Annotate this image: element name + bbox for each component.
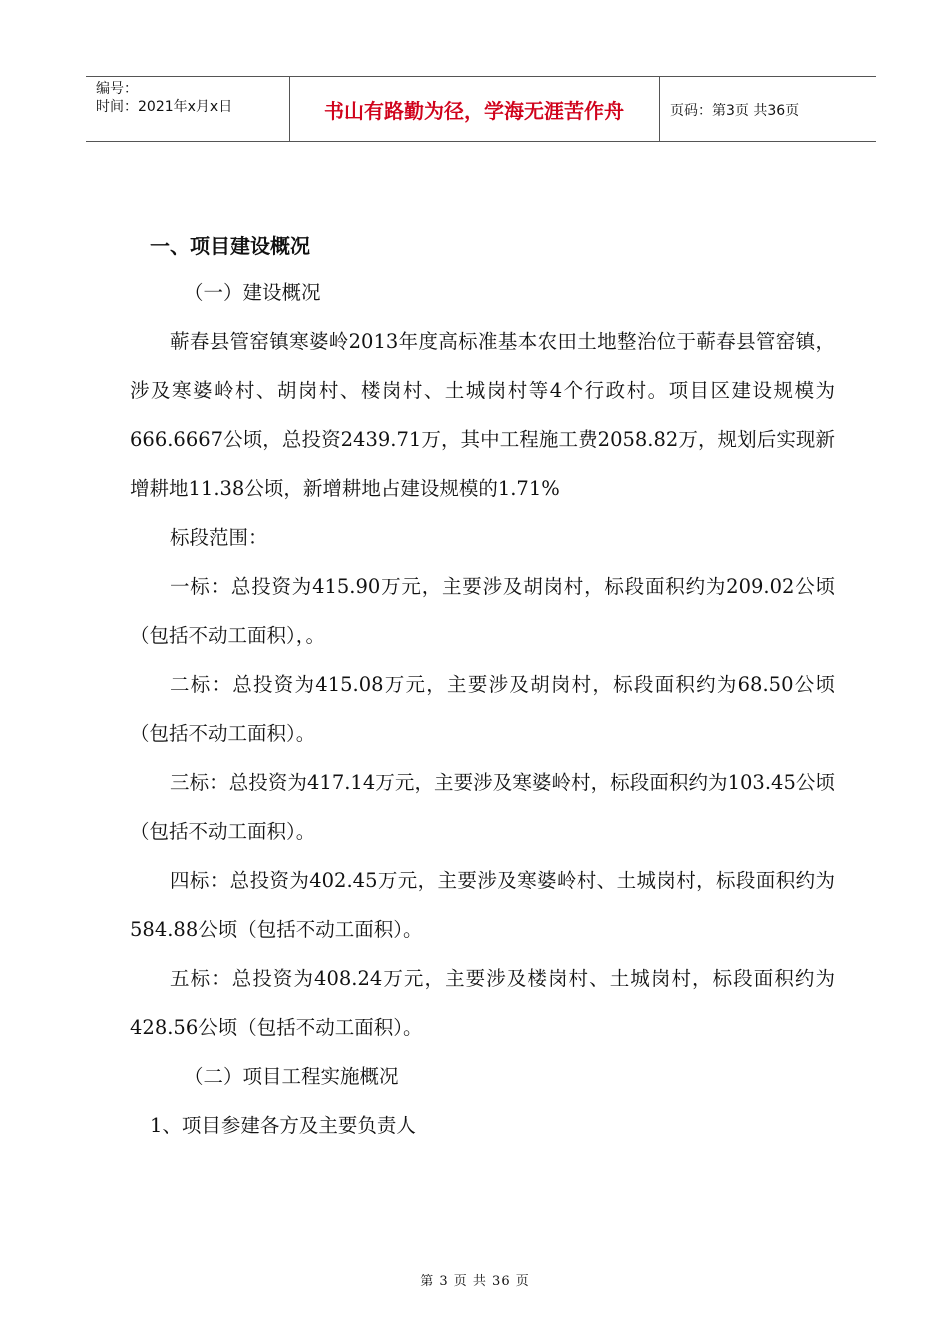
section-title: 一、项目建设概况 (150, 234, 310, 258)
scope-label: 标段范围： (170, 526, 268, 549)
bid-section-4: 四标：总投资为402.45万元，主要涉及寒婆岭村、土城岗村，标段面积约为584.88公顷（包括不动工面积）。 (130, 869, 835, 941)
paragraph-overview: 蕲春县管窑镇寒婆岭2013年度高标准基本农田土地整治位于蕲春县管窑镇，涉及寒婆岭村、胡岗村、楼岗村、土城岗村等4个行政村。项目区建设规模为666.6667公顷，总投资2439.71万，其中工程施工费2058.82万，规划后实现新增耕地11.38公顷，新增耕地占建设规模的1.71% (130, 330, 835, 500)
header-page-info: 页码：第3页 共36页 (670, 103, 800, 119)
bid-section-2: 二标：总投资为415.08万元，主要涉及胡岗村，标段面积约为68.50公顷（包括不动工面积）。 (130, 673, 835, 745)
page-footer: 第 3 页 共 36 页 (420, 1274, 530, 1289)
bid-section-5: 五标：总投资为408.24万元，主要涉及楼岗村、土城岗村，标段面积约为428.56公顷（包括不动工面积）。 (130, 967, 835, 1039)
header-number: 编号： (96, 81, 138, 97)
list-item-1: 1、项目参建各方及主要负责人 (150, 1114, 416, 1137)
document-body (130, 228, 835, 1150)
subsection-title-2: （二）项目工程实施概况 (184, 1065, 399, 1088)
bid-section-1: 一标：总投资为415.90万元，主要涉及胡岗村，标段面积约为209.02公顷（包括不动工面积），。 (130, 575, 835, 647)
header-motto: 书山有路勤为径，学海无涯苦作舟 (324, 98, 624, 123)
header-divider-right (659, 76, 660, 142)
subsection-title-1: （一）建设概况 (184, 281, 321, 304)
header-meta (96, 80, 232, 116)
header-time: 时间：2021年x月x日 (96, 99, 233, 115)
bid-section-3: 三标：总投资为417.14万元，主要涉及寒婆岭村，标段面积约为103.45公顷（包括不动工面积）。 (130, 771, 835, 843)
